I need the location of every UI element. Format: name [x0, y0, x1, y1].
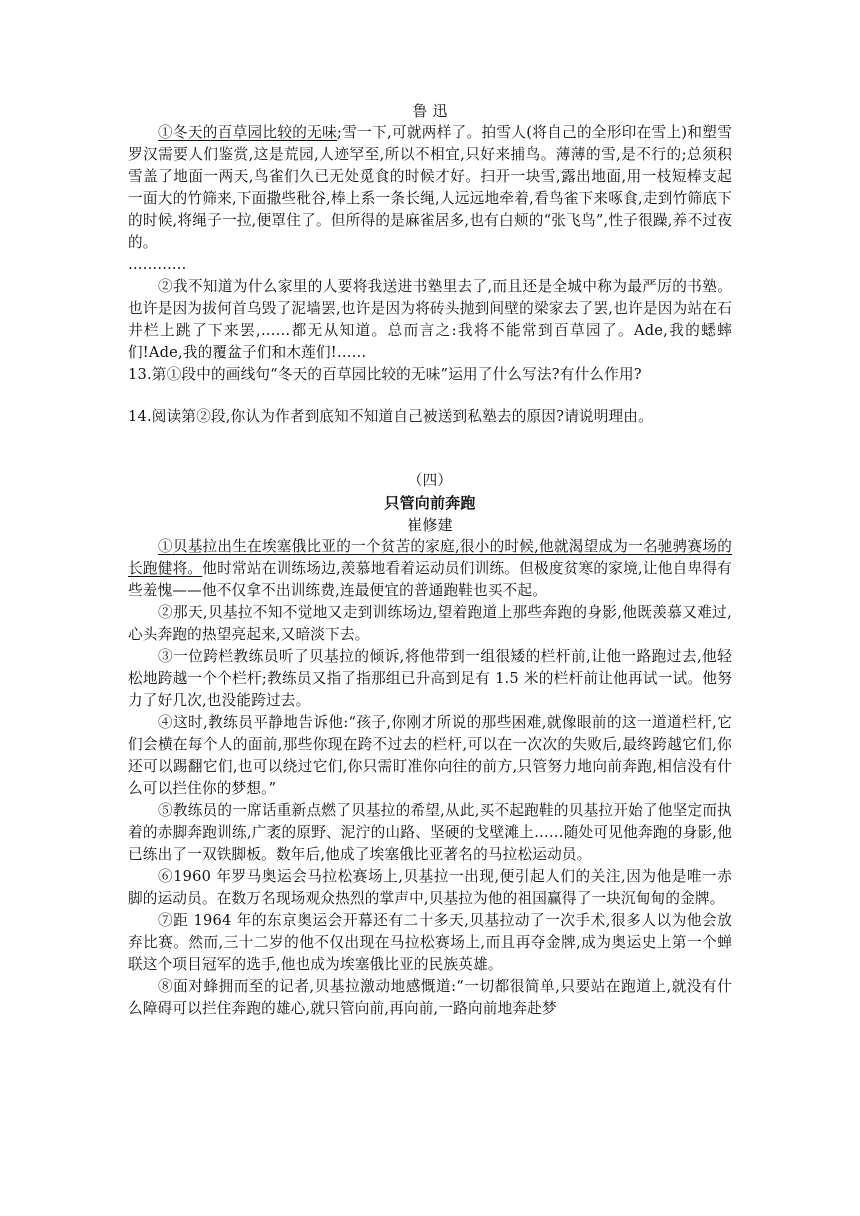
question-14: 14.阅读第②段,你认为作者到底知不知道自己被送到私塾去的原因?请说明理由。: [128, 408, 653, 425]
article-paragraph-4: ④这时,教练员平静地告诉他:“孩子,你刚才所说的那些困难,就像眼前的这一道道栏杆,它们会横在每个人的面前,那些你现在跨不过去的栏杆,可以在一次次的失败后,最终跨越它们,你还可以踢翻它们,也可以绕过它们,你只需盯准你向往的前方,只管努力地向前奔跑,相信没有什么可以拦住你的梦想。”: [128, 714, 732, 797]
author-lu-xun: 鲁 迅: [412, 102, 448, 120]
paragraph-1: [128, 122, 732, 254]
article-paragraph-2: ②那天,贝基拉不知不觉地又走到训练场边,望着跑道上那些奔跑的身影,他既羡慕又难过,心头奔跑的热望亮起来,又暗淡下去。: [128, 604, 732, 643]
paragraph-1-text: ;雪一下,可就两样了。拍雪人(将自己的全形印在雪上)和塑雪罗汉需要人们鉴赏,这是荒园,人迹罕至,所以不相宜,只好来捕鸟。薄薄的雪,是不行的;总须积雪盖了地面一两天,鸟雀们久已无处觅食的时候才好。扫开一块雪,露出地面,用一枝短棒支起一面大的竹筛来,下面撒些秕谷,棒上系一条长绳,人远远地牵着,看鸟雀下来啄食,走到竹筛底下的时候,将绳子一拉,便罩住了。但所得的是麻雀居多,也有白颊的“张飞鸟”,性子很躁,养不过夜的。: [128, 124, 733, 251]
underlined-sentence-2: ①贝基拉出生在埃塞俄比亚的一个贫苦的家庭,很小的时候,他就渴望成为一名驰骋赛场的长跑健将。: [128, 538, 732, 577]
article-paragraph-8: ⑧面对蜂拥而至的记者,贝基拉激动地感慨道:“一切都很简单,只要站在跑道上,就没有什么障碍可以拦住奔跑的雄心,就只管向前,再向前,一路向前地奔赴梦: [128, 978, 732, 1017]
underlined-sentence: ①冬天的百草园比较的无味: [158, 124, 337, 141]
article-paragraph-6: ⑥1960 年罗马奥运会马拉松赛场上,贝基拉一出现,便引起人们的关注,因为他是唯一赤脚的运动员。在数万名现场观众热烈的掌声中,贝基拉为他的祖国赢得了一块沉甸甸的金牌。: [128, 868, 732, 907]
article-paragraph-1-text: 他时常站在训练场边,羡慕地看着运动员们训练。但极度贫寒的家境,让他自卑得有些羞愧——他不仅拿不出训练费,连最便宜的普通跑鞋也买不起。: [128, 560, 732, 599]
paragraph-2: ②我不知道为什么家里的人要将我送进书塾里去了,而且还是全城中称为最严厉的书塾。也许是因为拔何首乌毁了泥墙罢,也许是因为将砖头抛到间壁的梁家去了罢,也许是因为站在石井栏上跳了下来罢,……都无从知道。总而言之:我将不能常到百草园了。Ade,我的蟋蟀们!Ade,我的覆盆子们和木莲们!……: [128, 278, 732, 361]
section-gap: [128, 428, 732, 470]
section-number: （四）: [407, 472, 453, 489]
article-paragraph-1: [128, 536, 732, 602]
document-page: [128, 100, 732, 1020]
article-author: 崔修建: [407, 516, 453, 534]
article-paragraph-7: ⑦距 1964 年的东京奥运会开幕还有二十多天,贝基拉动了一次手术,很多人以为他会放弃比赛。然而,三十二岁的他不仅出现在马拉松赛场上,而且再夺金牌,成为奥运史上第一个蝉联这个项目冠军的选手,他也成为埃塞俄比亚的民族英雄。: [128, 912, 732, 973]
answer-space-13: [128, 386, 732, 406]
question-13: 13.第①段中的画线句“冬天的百草园比较的无味”运用了什么写法?有什么作用?: [128, 366, 642, 383]
article-paragraph-3: ③一位跨栏教练员听了贝基拉的倾诉,将他带到一组很矮的栏杆前,让他一路跑过去,他轻松地跨越一个个栏杆;教练员又指了指那组已升高到足有 1.5 米的栏杆前让他再试一试。他努力了好几次,也没能跨过去。: [128, 648, 732, 709]
article-title: 只管向前奔跑: [384, 494, 476, 512]
ellipsis-line: …………: [128, 256, 187, 273]
article-paragraph-5: ⑤教练员的一席话重新点燃了贝基拉的希望,从此,买不起跑鞋的贝基拉开始了他坚定而执着的赤脚奔跑训练,广袤的原野、泥泞的山路、坚硬的戈壁滩上……随处可见他奔跑的身影,他已练出了一双铁脚板。数年后,他成了埃塞俄比亚著名的马拉松运动员。: [128, 802, 732, 863]
